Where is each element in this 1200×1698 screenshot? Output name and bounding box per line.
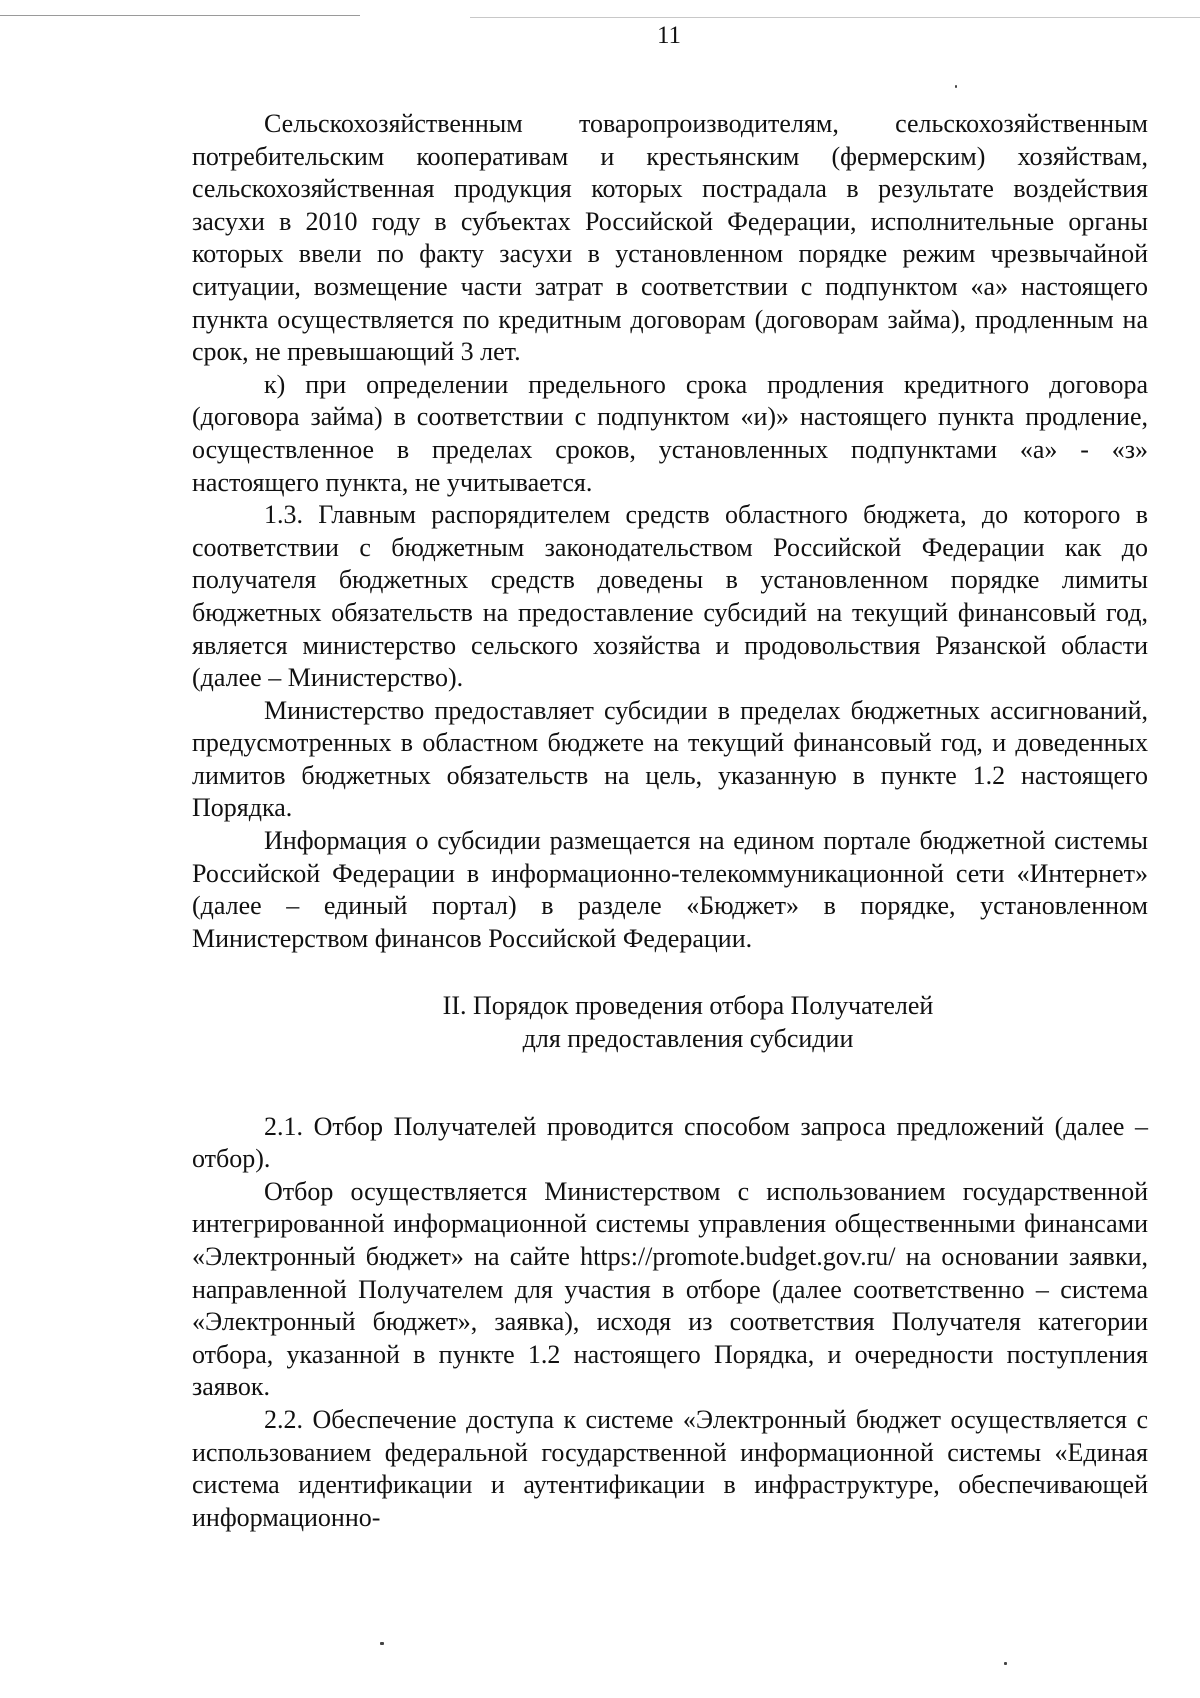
paragraph: Информация о субсидии размещается на едином портале бюджетной системы Российской Федерации в информационно-телекоммуникационной сети «Интернет» (далее – единый портал) в разделе «Бюджет» в порядке, установленном Министерством финансов Российской Федерации. [192, 826, 1148, 953]
scan-artifact-line [0, 15, 360, 16]
scan-artifact-line [470, 17, 1200, 18]
paragraph: 2.1. Отбор Получателей проводится способом запроса предложений (далее – отбор). [192, 1111, 1148, 1174]
document-body [192, 108, 1148, 1534]
paragraph: к) при определении предельного срока продления кредитного договора (договора займа) в соответствии с подпунктом «и)» настоящего пункта продление, осуществленное в пределах сроков, установленных подпунктами «а» - «з» настоящего пункта, не учитывается. [192, 369, 1148, 497]
paragraph: 2.2. Обеспечение доступа к системе «Электронный бюджет осуществляется с использованием федеральной государственной информационной системы «Единая система идентификации и аутентификации в инфраструктуре, обеспечивающей информационно- [192, 1404, 1148, 1532]
paragraph: Министерство предоставляет субсидии в пределах бюджетных ассигнований, предусмотренных в областном бюджете на текущий финансовый год, и доведенных лимитов бюджетных обязательств на цель, указанную в пункте 1.2 настоящего Порядка. [192, 695, 1148, 823]
section-heading [228, 990, 1148, 1055]
scan-speck [1004, 1662, 1007, 1665]
page-number: 11 [656, 22, 682, 49]
section-heading-line: II. Порядок проведения отбора Получателей [442, 991, 934, 1021]
paragraph: Сельскохозяйственным товаропроизводителям, сельскохозяйственным потребительским кооперативам и крестьянским (фермерским) хозяйствам, сельскохозяйственная продукция которых пострадала в результате воздействия засухи в 2010 году в субъектах Российской Федерации, исполнительные органы которых ввели по факту засухи в установленном порядке режим чрезвычайной ситуации, возмещение части затрат в соответствии с подпунктом «а» настоящего пункта осуществляется по кредитным договорам (договорам займа), продленным на срок, не превышающий 3 лет. [192, 109, 1148, 367]
paragraph: Отбор осуществляется Министерством с использованием государственной интегрированной информационной системы управления общественными финансами «Электронный бюджет» на сайте https://promote.budget.gov.ru/ на основании заявки, направленной Получателем для участия в отборе (далее соответственно – система «Электронный бюджет», заявка), исходя из соответствия Получателя категории отбора, указанной в пункте 1.2 настоящего Порядка, и очередности поступления заявок. [192, 1176, 1148, 1402]
section-heading-line: для предоставления субсидии [522, 1024, 854, 1054]
paragraph: 1.3. Главным распорядителем средств областного бюджета, до которого в соответствии с бюджетным законодательством Российской Федерации как до получателя бюджетных средств доведены в установленном порядке лимиты бюджетных обязательств на предоставление субсидий на текущий финансовый год, является министерство сельского хозяйства и продовольствия Рязанской области (далее – Министерство). [192, 500, 1148, 693]
scan-speck [380, 1642, 384, 1645]
scan-speck [955, 85, 957, 88]
